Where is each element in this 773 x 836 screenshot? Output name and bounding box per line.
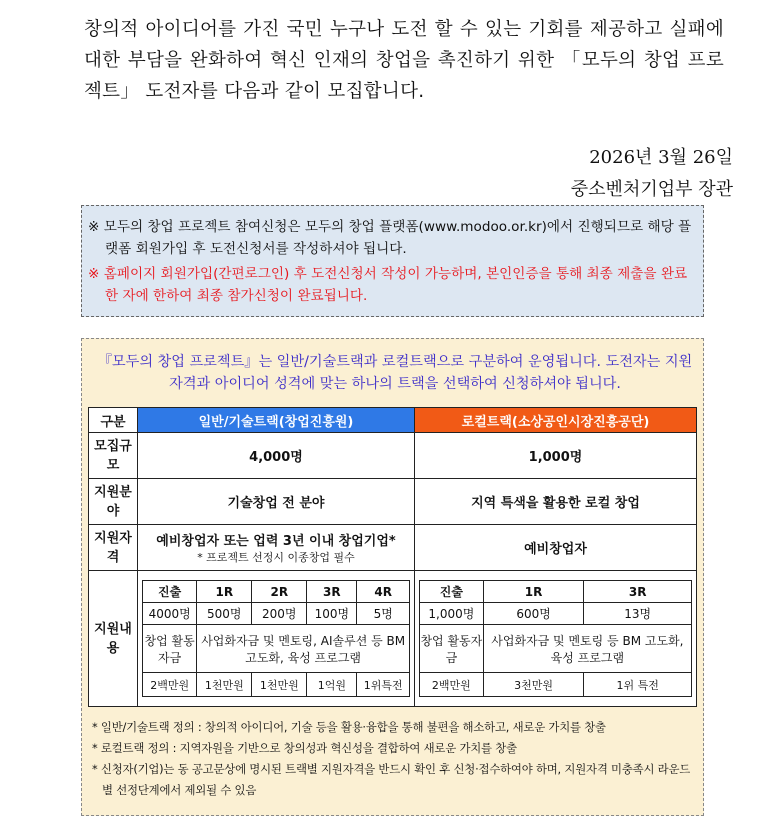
general-fund-description: 사업화자금 및 멘토링, AI솔루션 등 BM고도화, 육성 프로그램 [197, 625, 410, 673]
header-local-track: 로컬트랙(소상공인시장진흥공단) [415, 408, 697, 433]
track-table [88, 407, 697, 707]
support-local-cell [415, 571, 697, 707]
row-label-support: 지원내용 [89, 571, 138, 707]
local-amount: 2백만원 [420, 673, 484, 697]
footnotes [90, 717, 700, 801]
general-count: 200명 [252, 603, 307, 625]
qualification-general [138, 525, 415, 571]
field-local: 지역 특색을 활용한 로컬 창업 [415, 479, 697, 525]
general-count: 4000명 [143, 603, 197, 625]
intro-paragraph [84, 14, 724, 107]
footnote-eligibility: * 신청자(기업)는 동 공고문상에 명시된 트랙별 지원자격을 반드시 확인 후 신청·접수하여야 하며, 지원자격 미충족시 라운드별 선정단계에서 제외될 수 있음 [92, 762, 691, 797]
support-local-table [419, 580, 692, 697]
scale-general: 4,000명 [138, 433, 415, 479]
local-amount: 3천만원 [483, 673, 584, 697]
footnote-local-definition: * 로컬트랙 정의 : 지역자원을 기반으로 창의성과 혁신성을 결합하여 새로운 가치를 창출 [92, 741, 517, 755]
announcement-date: 2026년 3월 26일 [589, 147, 733, 168]
local-fund-description: 사업화자금 및 멘토링 등 BM 고도화, 육성 프로그램 [483, 625, 691, 673]
track-intro: 『모두의 창업 프로젝트』는 일반/기술트랙과 로컬트랙으로 구분하여 운영됩니다. 도전자는 지원자격과 아이디어 성격에 맞는 하나의 트랙을 선택하여 신청하셔야 됩니다. [97, 354, 693, 392]
local-sub-header: 1R [483, 581, 584, 603]
local-fund-label: 창업 활동자금 [420, 625, 484, 673]
track-box [81, 338, 704, 816]
row-label-field: 지원분야 [89, 479, 138, 525]
general-amount: 1천만원 [197, 673, 252, 697]
support-general-table [142, 580, 410, 697]
row-label-scale: 모집규모 [89, 433, 138, 479]
general-fund-label: 창업 활동자금 [143, 625, 197, 673]
general-sub-header: 2R [252, 581, 307, 603]
header-general-track: 일반/기술트랙(창업진흥원) [138, 408, 415, 433]
local-count: 1,000명 [420, 603, 484, 625]
header-category: 구분 [89, 408, 138, 433]
local-sub-header: 진출 [420, 581, 484, 603]
general-count: 5명 [357, 603, 410, 625]
qualification-general-note: * 프로젝트 선정시 이종창업 필수 [197, 551, 355, 564]
notice-item-signup: ※ 홈페이지 회원가입(간편로그인) 후 도전신청서 작성이 가능하며, 본인인증을 통해 최종 제출을 완료한 자에 한하여 최종 참가신청이 완료됩니다. [88, 266, 688, 304]
qualification-local: 예비창업자 [415, 525, 697, 571]
row-label-qualification: 지원자격 [89, 525, 138, 571]
field-general: 기술창업 전 분야 [138, 479, 415, 525]
support-general-cell [138, 571, 415, 707]
general-count: 100명 [307, 603, 357, 625]
general-count: 500명 [197, 603, 252, 625]
general-amount: 1천만원 [252, 673, 307, 697]
local-amount: 1위 특전 [584, 673, 692, 697]
qualification-general-text: 예비창업자 또는 업력 3년 이내 창업기업* [156, 534, 396, 549]
notice-box [81, 205, 704, 317]
scale-local: 1,000명 [415, 433, 697, 479]
general-amount: 2백만원 [143, 673, 197, 697]
intro-text: 창의적 아이디어를 가진 국민 누구나 도전 할 수 있는 기회를 제공하고 실패에 대한 부담을 완화하여 혁신 인재의 창업을 촉진하기 위한 「모두의 창업 프로젝트」 도전자를 다음과 같이 모집합니다. [84, 19, 724, 102]
local-count: 600명 [483, 603, 584, 625]
footnote-general-definition: * 일반/기술트랙 정의 : 창의적 아이디어, 기술 등을 활용·융합을 통해 불편을 해소하고, 새로운 가치를 창출 [92, 720, 606, 734]
general-sub-header: 1R [197, 581, 252, 603]
general-sub-header: 진출 [143, 581, 197, 603]
announcement-signer: 중소벤처기업부 장관 [570, 179, 733, 200]
general-amount: 1위특전 [357, 673, 410, 697]
local-count: 13명 [584, 603, 692, 625]
general-sub-header: 4R [357, 581, 410, 603]
general-sub-header: 3R [307, 581, 357, 603]
general-amount: 1억원 [307, 673, 357, 697]
notice-item-platform: ※ 모두의 창업 프로젝트 참여신청은 모두의 창업 플랫폼(www.modoo.or.kr)에서 진행되므로 해당 플랫폼 회원가입 후 도전신청서를 작성하셔야 됩니다. [88, 219, 692, 257]
local-sub-header: 3R [584, 581, 692, 603]
